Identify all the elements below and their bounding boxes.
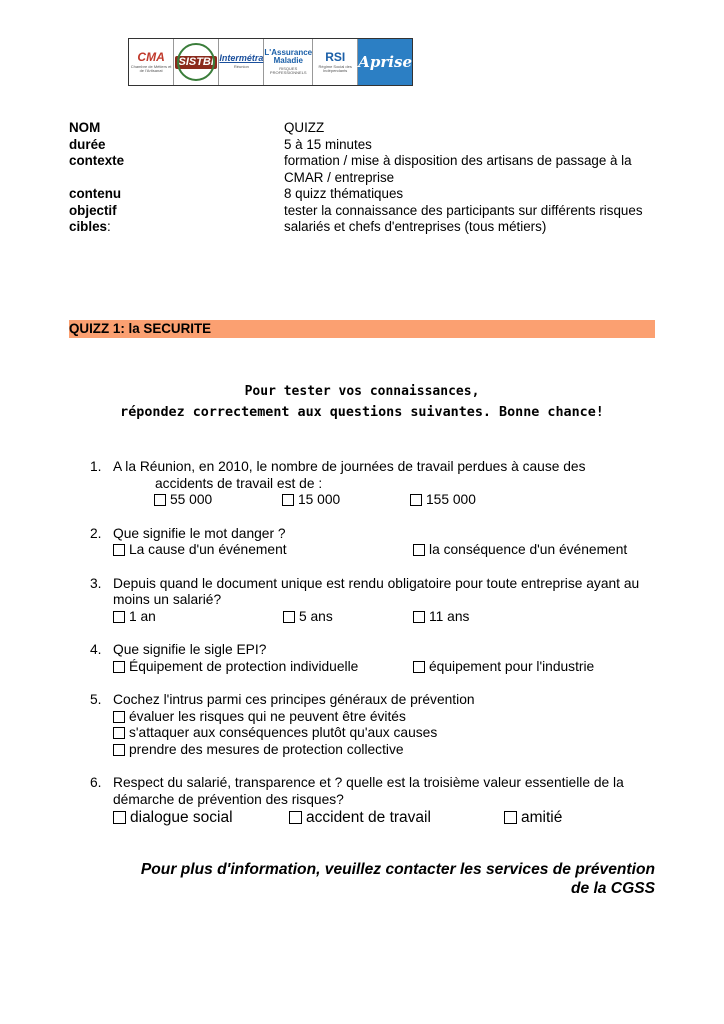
checkbox-icon[interactable] bbox=[113, 727, 125, 739]
question-number: 5. bbox=[90, 692, 102, 707]
meta-value: 8 quizz thématiques bbox=[284, 186, 404, 201]
checkbox-icon[interactable] bbox=[113, 711, 125, 723]
meta-value: 5 à 15 minutes bbox=[284, 136, 372, 152]
option-checkbox[interactable]: équipement pour l'industrie bbox=[413, 659, 594, 676]
option-checkbox[interactable]: La cause d'un événement bbox=[113, 542, 413, 559]
assurance-maladie-logo: L'Assurance Maladie RISQUES PROFESSIONNELS bbox=[264, 39, 313, 85]
checkbox-icon[interactable] bbox=[413, 661, 425, 673]
checkbox-icon[interactable] bbox=[113, 544, 125, 556]
checkbox-icon[interactable] bbox=[289, 811, 302, 824]
checkbox-icon[interactable] bbox=[413, 544, 425, 556]
question-3 bbox=[90, 576, 656, 626]
checkbox-icon[interactable] bbox=[504, 811, 517, 824]
question-text: A la Réunion, en 2010, le nombre de journées de travail perdues à cause des bbox=[113, 459, 586, 474]
intro-line-2: répondez correctement aux questions suivantes. Bonne chance! bbox=[120, 405, 604, 420]
meta-row-objectif bbox=[69, 203, 659, 220]
checkbox-icon[interactable] bbox=[113, 661, 125, 673]
meta-row-contenu bbox=[69, 186, 659, 203]
meta-label: contenu bbox=[69, 186, 122, 201]
checkbox-icon[interactable] bbox=[410, 494, 422, 506]
option-checkbox[interactable]: amitié bbox=[504, 808, 562, 827]
question-number: 1. bbox=[90, 459, 102, 474]
rsi-logo: RSI Régime Social des Indépendants bbox=[313, 39, 358, 85]
cma-logo: CMA Chambre de Métiers et de l'Artisanat bbox=[129, 39, 174, 85]
option-checkbox[interactable]: la conséquence d'un événement bbox=[413, 542, 627, 559]
intermetra-logo: Intermétra Réunion bbox=[219, 39, 264, 85]
question-list bbox=[90, 459, 656, 844]
meta-label-text: cibles bbox=[69, 219, 107, 234]
section-title-bar: QUIZZ 1: la SECURITE bbox=[69, 320, 655, 338]
answer-options bbox=[90, 709, 656, 726]
question-1 bbox=[90, 459, 656, 509]
partner-logos bbox=[128, 38, 413, 86]
option-checkbox[interactable]: dialogue social bbox=[113, 808, 289, 827]
checkbox-icon[interactable] bbox=[113, 611, 125, 623]
question-text: Respect du salarié, transparence et ? quelle est la troisième valeur essentielle de la démarche de prévention des risques? bbox=[113, 775, 624, 807]
answer-options bbox=[90, 808, 656, 827]
question-text: Depuis quand le document unique est rendu obligatoire pour toute entreprise ayant au moins un salarié? bbox=[113, 575, 640, 607]
checkbox-icon[interactable] bbox=[283, 611, 295, 623]
checkbox-icon[interactable] bbox=[113, 811, 126, 824]
option-checkbox[interactable]: 155 000 bbox=[410, 492, 476, 509]
option-checkbox[interactable]: Équipement de protection individuelle bbox=[113, 659, 413, 676]
option-checkbox[interactable]: 5 ans bbox=[283, 609, 413, 626]
meta-value: formation / mise à disposition des artisans de passage à la CMAR / entreprise bbox=[284, 153, 632, 185]
question-text: Que signifie le sigle EPI? bbox=[113, 642, 267, 657]
question-2 bbox=[90, 526, 656, 559]
sistbi-logo: SISTBI bbox=[174, 39, 219, 85]
answer-options bbox=[90, 659, 656, 676]
question-text: Que signifie le mot danger ? bbox=[113, 525, 286, 541]
question-text-continued: accidents de travail est de : bbox=[155, 475, 323, 491]
question-6 bbox=[90, 775, 656, 827]
checkbox-icon[interactable] bbox=[282, 494, 294, 506]
answer-options bbox=[90, 609, 656, 626]
answer-options bbox=[90, 492, 656, 509]
meta-row-nom bbox=[69, 120, 659, 137]
meta-label: contexte bbox=[69, 153, 125, 168]
question-4 bbox=[90, 642, 656, 675]
question-number: 6. bbox=[90, 775, 102, 790]
meta-label: durée bbox=[69, 136, 106, 152]
option-checkbox[interactable]: évaluer les risques qui ne peuvent être évités bbox=[113, 709, 406, 726]
metadata-table bbox=[69, 120, 659, 236]
answer-options bbox=[90, 742, 656, 759]
question-5 bbox=[90, 692, 656, 758]
meta-label bbox=[69, 219, 284, 236]
question-number: 3. bbox=[90, 575, 102, 591]
meta-row-duree bbox=[69, 137, 659, 154]
option-checkbox[interactable]: 11 ans bbox=[413, 609, 469, 626]
meta-label: objectif bbox=[69, 202, 117, 218]
meta-row-cibles bbox=[69, 219, 659, 236]
sistbi-ring-icon bbox=[177, 43, 215, 81]
question-text: Cochez l'intrus parmi ces principes généraux de prévention bbox=[113, 692, 475, 707]
contact-footer bbox=[69, 860, 655, 898]
meta-value: tester la connaissance des participants sur différents risques bbox=[284, 202, 643, 218]
answer-options bbox=[90, 542, 656, 559]
question-number: 4. bbox=[90, 642, 102, 657]
option-checkbox[interactable]: s'attaquer aux conséquences plutôt qu'aux causes bbox=[113, 725, 437, 742]
option-checkbox[interactable]: 55 000 bbox=[154, 492, 282, 509]
checkbox-icon[interactable] bbox=[154, 494, 166, 506]
option-checkbox[interactable]: 1 an bbox=[113, 609, 283, 626]
meta-label-suffix: : bbox=[106, 219, 111, 234]
footer-line-2: de la CGSS bbox=[570, 880, 655, 897]
question-number: 2. bbox=[90, 525, 102, 541]
aprise-logo: Aprise bbox=[358, 39, 412, 85]
option-checkbox[interactable]: accident de travail bbox=[289, 808, 504, 827]
checkbox-icon[interactable] bbox=[113, 744, 125, 756]
meta-value: QUIZZ bbox=[284, 120, 325, 135]
quiz-intro bbox=[69, 381, 655, 423]
answer-options bbox=[90, 725, 656, 742]
meta-label: NOM bbox=[69, 120, 101, 135]
option-checkbox[interactable]: prendre des mesures de protection collective bbox=[113, 742, 404, 759]
footer-line-1: Pour plus d'information, veuillez contacter les services de prévention bbox=[140, 861, 655, 878]
intro-line-1: Pour tester vos connaissances, bbox=[244, 384, 480, 399]
checkbox-icon[interactable] bbox=[413, 611, 425, 623]
option-checkbox[interactable]: 15 000 bbox=[282, 492, 410, 509]
meta-value: salariés et chefs d'entreprises (tous métiers) bbox=[284, 219, 547, 234]
meta-row-contexte bbox=[69, 153, 659, 186]
